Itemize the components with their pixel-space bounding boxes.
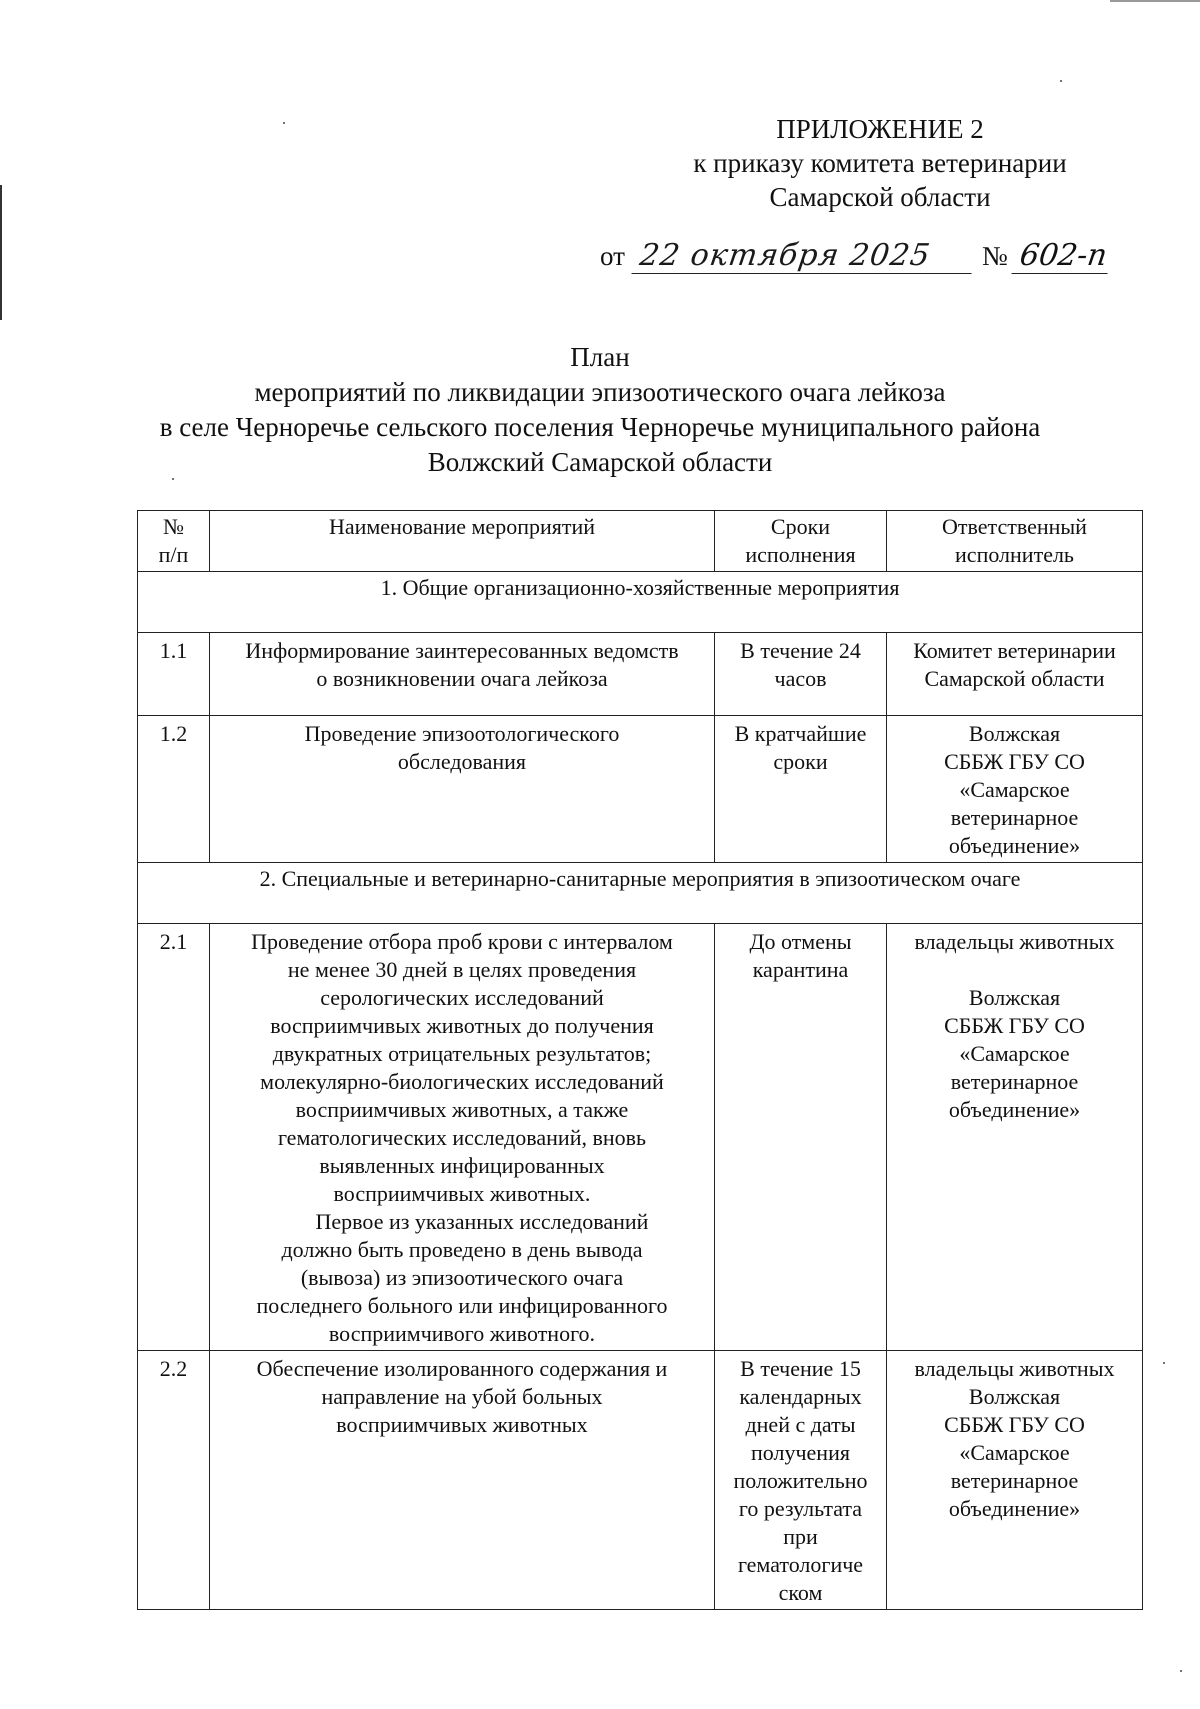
measures-table: [137, 510, 1143, 1610]
handwritten-date: 22 октября 2025: [631, 238, 976, 274]
row-deadline: В течение 15 календарных дней с даты получения положительно го результата при гематологиче ском: [715, 1351, 887, 1610]
row-name: Проведение эпизоотологического обследования: [210, 716, 715, 863]
row-deadline: В течение 24 часов: [715, 633, 887, 716]
row-responsible: Комитет ветеринарии Самарской области: [887, 633, 1143, 716]
header-num: № п/п: [138, 511, 210, 572]
section-row: [138, 572, 1143, 633]
row-num: 2.2: [138, 1351, 210, 1610]
appendix-line-order: к приказу комитета ветеринарии: [693, 148, 1067, 178]
section-2-title: 2. Специальные и ветеринарно-санитарные мероприятия в эпизоотическом очаге: [138, 863, 1143, 924]
row-num: 2.1: [138, 924, 210, 1351]
scan-speck: [1180, 1670, 1182, 1672]
table-row: [138, 633, 1143, 716]
section-1-title: 1. Общие организационно-хозяйственные мероприятия: [138, 572, 1143, 633]
plan-subtitle-line-2: в селе Черноречье сельского поселения Черноречье муниципального района: [159, 412, 1041, 442]
row-name: [210, 924, 715, 1351]
plan-title: План: [570, 342, 630, 372]
row-deadline: До отмены карантина: [715, 924, 887, 1351]
row-name: Обеспечение изолированного содержания и направление на убой больных восприимчивых животных: [210, 1351, 715, 1610]
header-deadline: Сроки исполнения: [715, 511, 887, 572]
row-deadline: В кратчайшие сроки: [715, 716, 887, 863]
row-responsible: владельцы животных Волжская СББЖ ГБУ СО «Самарское ветеринарное объединение»: [887, 924, 1143, 1351]
section-row: [138, 863, 1143, 924]
handwritten-number: 602-п: [1011, 238, 1112, 274]
row-num: 1.1: [138, 633, 210, 716]
header-name: Наименование мероприятий: [210, 511, 715, 572]
appendix-line-region: Самарской области: [769, 182, 991, 212]
row-responsible: владельцы животных Волжская СББЖ ГБУ СО «Самарское ветеринарное объединение»: [887, 1351, 1143, 1610]
scan-speck: [283, 122, 285, 124]
table-header-row: [138, 511, 1143, 572]
row-name: Информирование заинтересованных ведомств о возникновении очага лейкоза: [210, 633, 715, 716]
row-name-part-2: Первое из указанных исследований должно быть проведено в день вывода (вывоза) из эпизоотического очага последнего больного или инфицированного восприимчивого животного.: [256, 1209, 668, 1346]
number-prefix: №: [982, 241, 1008, 271]
table-row: [138, 716, 1143, 863]
appendix-title: ПРИЛОЖЕНИЕ 2: [776, 114, 984, 144]
table-row: [138, 924, 1143, 1351]
scan-speck: [1163, 1362, 1165, 1364]
scan-edge-mark-top: [1110, 0, 1200, 2]
row-num: 1.2: [138, 716, 210, 863]
table-row: [138, 1351, 1143, 1610]
row-responsible: Волжская СББЖ ГБУ СО «Самарское ветеринарное объединение»: [887, 716, 1143, 863]
scan-edge-mark: [0, 185, 2, 320]
plan-title-block: [100, 340, 1100, 480]
date-prefix: от: [600, 241, 625, 271]
order-date-number-line: [600, 238, 1140, 278]
plan-subtitle-line-3: Волжский Самарской области: [427, 447, 773, 477]
scan-speck: [1060, 80, 1062, 82]
row-name-part-1: Проведение отбора проб крови с интервалом не менее 30 дней в целях проведения серологических исследований восприимчивых животных до получения двукратных отрицательных результатов; молекулярно-биологических исследований восприимчивых животных, а также гематологических исследований, вновь выявленных инфицированных восприимчивых животных.: [251, 929, 673, 1206]
plan-subtitle-line-1: мероприятий по ликвидации эпизоотического очага лейкоза: [254, 377, 946, 407]
header-responsible: Ответственный исполнитель: [887, 511, 1143, 572]
appendix-block: [640, 112, 1120, 214]
